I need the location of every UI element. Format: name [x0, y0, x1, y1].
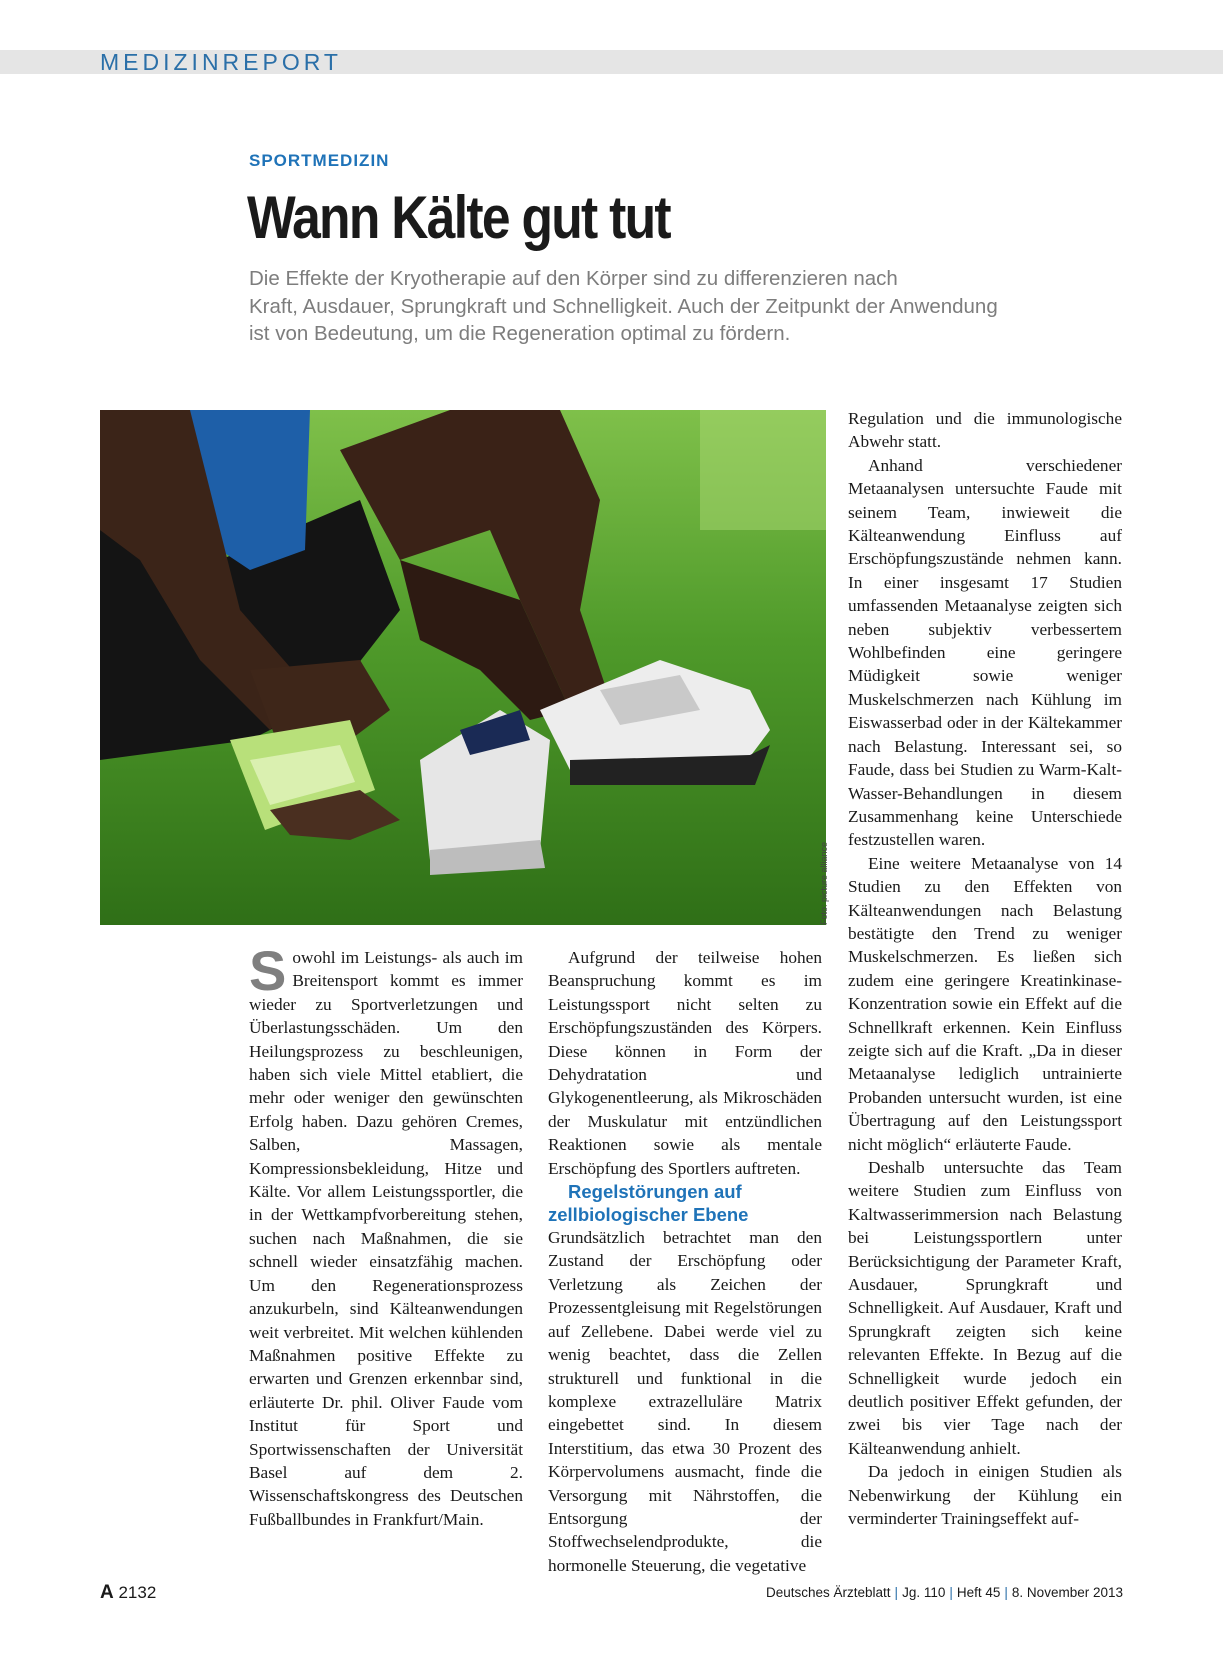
photo-credit: Foto: picture alliance: [819, 841, 829, 925]
article-photo: [100, 410, 826, 925]
journal-footer: [766, 1585, 1123, 1600]
journal-name: Deutsches Ärzteblatt: [765, 1585, 891, 1600]
paragraph: Da jedoch in einigen Studien als Nebenwirkung der Kühlung ein verminderter Trainingseffekt auf-: [848, 1462, 1122, 1529]
section-label: MEDIZINREPORT: [100, 49, 342, 75]
paragraph: Aufgrund der teilweise hohen Beanspruchung kommt es im Leistungssport nicht selten zu Erschöpfungszuständen des Körpers. Diese können in Form der Dehydratation und Glykogenentleerung, als Mikroschäden der Muskulatur mit entzündlichen Reaktionen sowie als mentale Erschöpfung des Sportlers auftreten.: [548, 948, 822, 1178]
article-column-2: [548, 946, 822, 1577]
footer-separator: |: [1004, 1585, 1008, 1600]
paragraph: [249, 939, 523, 1531]
lede-line: ist von Bedeutung, um die Regeneration optimal zu fördern.: [249, 322, 791, 345]
paragraph: Anhand verschiedener Metaanalysen untersuchte Faude mit seinem Team, inwieweit die Kälteanwendung Einfluss auf Erschöpfungszustände nehmen kann. In einer insgesamt 17 Studien umfassenden Metaanalyse zeigten sich neben subjektiv verbessertem Wohlbefinden eine geringere Müdigkeit sowie weniger Muskelschmerzen nach Kühlung im Eiswasserbad oder in der Kältekammer nach Belastung. Interessant sei, so Faude, dass bei Studien zu Warm-Kalt-Wasser-Behandlungen in diesem Zusammenhang keine Unterschiede festzustellen waren.: [848, 455, 1122, 850]
article-column-1: [249, 939, 523, 1531]
paragraph: Grundsätzlich betrachtet man den Zustand der Erschöpfung oder Verletzung als Zeichen der Prozessentgleisung mit Regelstörungen auf Zellebene. Dabei werde viel zu wenig beachtet, dass die Zellen strukturell und funktional in die komplexe extrazelluläre Matrix eingebettet sind. In diesem Interstitium, das etwa 30 Prozent des Körpervolumens ausmacht, finde die Versorgung mit Nährstoffen, die Entsorgung der Stoffwechselendprodukte, die hormonelle Steuerung, die vegetative: [548, 1228, 822, 1575]
paragraph: Deshalb untersuchte das Team weitere Studien zum Einfluss von Kaltwasserimmersion nach Belastung bei Leistungssportlern unter Berücksichtigung der Parameter Kraft, Ausdauer, Sprungkraft und Schnelligkeit. Auf Ausdauer, Kraft und Sprungkraft zeigten sich keine relevanten Effekte. In Bezug auf die Schnelligkeit wurde jedoch ein deutlich positiver Effekt gefunden, der zwei bis vier Tage nach der Kälteanwendung anhielt.: [848, 1158, 1122, 1458]
paragraph-text: owohl im Leistungs- als auch im Breitensport kommt es immer wieder zu Sportverletzungen und Überlastungsschäden. Um den Heilungsprozess zu beschleunigen, haben sich viele Mittel etabliert, die mehr oder weniger den gewünschten Erfolg haben. Dazu gehören Cremes, Salben, Massagen, Kompressionsbekleidung, Hitze und Kälte. Vor allem Leistungssportler, die in der Wettkampfvorbereitung stehen, suchen nach Maßnahmen, die sie schnell wieder einsatzfähig machen. Um den Regenerationsprozess anzukurbeln, sind Kälteanwendungen weit verbreitet. Mit welchen kühlenden Maßnahmen positive Effekte zu erwarten und Grenzen erkennbar sind, erläuterte Dr. phil. Oliver Faude vom Institut für Sport und Sportwissenschaften der Universität Basel auf dem 2. Wissenschaftskongress des Deutschen Fußballbundes in Frankfurt/Main.: [249, 948, 523, 1529]
article-kicker: SPORTMEDIZIN: [249, 151, 390, 170]
paragraph: Regulation und die immunologische Abwehr statt.: [848, 409, 1122, 452]
journal-date: 8. November 2013: [1011, 1585, 1123, 1600]
drop-cap: S: [249, 939, 287, 1002]
journal-issue: Heft 45: [956, 1585, 1001, 1600]
article-column-3: [848, 407, 1122, 1531]
footer-separator: |: [949, 1585, 953, 1600]
paragraph: Eine weitere Metaanalyse von 14 Studien zu den Effekten von Kälteanwendungen nach Belastung bestätigte den Trend zu weniger Muskelschmerzen. Es ließen sich zudem eine geringere Kreatinkinase-Konzentration sowie ein Effekt auf die Schnellkraft erkennen. Kein Einfluss zeigte sich auf die Kraft. „Da in dieser Metaanalyse lediglich untrainierte Probanden untersucht wurden, ist eine Übertragung auf den Leistungssport nicht möglich“ erläuterte Faude.: [848, 853, 1122, 1154]
page-number: [100, 1582, 156, 1604]
journal-volume: Jg. 110: [902, 1585, 946, 1600]
page-number-value: 2132: [118, 1583, 157, 1602]
article-title: Wann Kälte gut tut: [247, 184, 670, 251]
article-subheading: Regelstörungen auf zellbiologischer Ebene: [548, 1181, 749, 1226]
photo-illustration: [100, 410, 826, 925]
lede-line: Die Effekte der Kryotherapie auf den Körper sind zu differenzieren nach: [249, 267, 898, 290]
page-prefix: A: [100, 1582, 114, 1603]
lede-line: Kraft, Ausdauer, Sprungkraft und Schnelligkeit. Auch der Zeitpunkt der Anwendung: [249, 294, 998, 318]
article-lede: [249, 265, 1129, 348]
footer-separator: |: [894, 1585, 899, 1600]
